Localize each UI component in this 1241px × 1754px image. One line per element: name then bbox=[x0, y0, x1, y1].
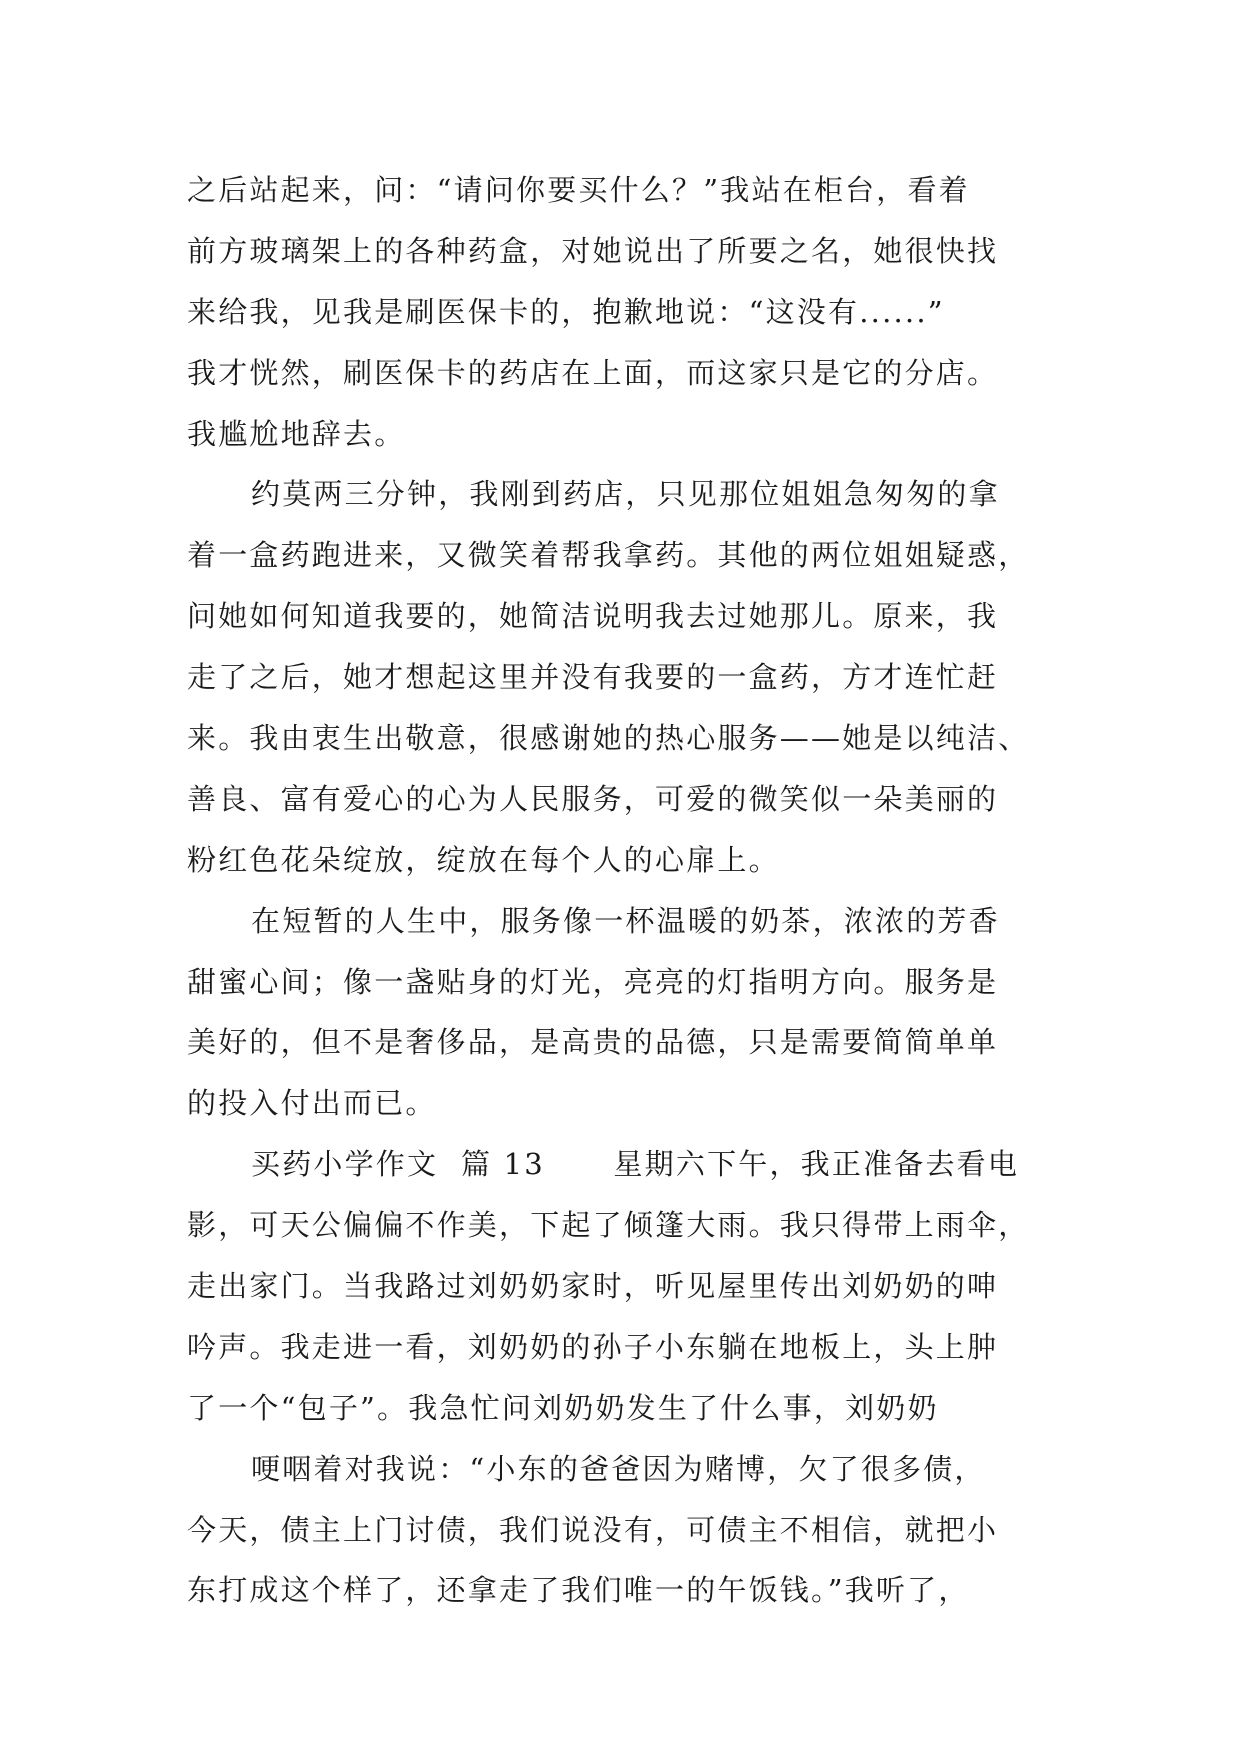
text-line: 问她如何知道我要的，她简洁说明我去过她那儿。原来，我 bbox=[187, 599, 999, 634]
text-line: 的投入付出而已。 bbox=[187, 1086, 437, 1121]
text-line: 今天，债主上门讨债，我们说没有，可债主不相信，就把小 bbox=[187, 1512, 999, 1547]
text-line: 粉红色花朵绽放，绽放在每个人的心扉上。 bbox=[187, 842, 780, 877]
text-line: 甜蜜心间；像一盏贴身的灯光，亮亮的灯指明方向。服务是 bbox=[187, 964, 999, 999]
text-line: 善良、富有爱心的心为人民服务，可爱的微笑似一朵美丽的 bbox=[187, 781, 999, 816]
text-line: 来给我，见我是刷医保卡的，抱歉地说：“这没有......” bbox=[187, 294, 945, 329]
text-line: 东打成这个样了，还拿走了我们唯一的午饭钱。”我听了， bbox=[187, 1573, 970, 1608]
paragraph-start-line: 在短暂的人生中，服务像一杯温暖的奶茶，浓浓的芳香 bbox=[251, 903, 1000, 938]
paragraph-start-line: 约莫两三分钟，我刚到药店，只见那位姐姐急匆匆的拿 bbox=[251, 477, 1000, 512]
text-line: 着一盒药跑进来，又微笑着帮我拿药。其他的两位姐姐疑惑， bbox=[187, 538, 1030, 573]
text-line: 走了之后，她才想起这里并没有我要的一盒药，方才连忙赶 bbox=[187, 660, 999, 695]
essay-text bbox=[187, 160, 1067, 1621]
text-line: 影，可天公偏偏不作美，下起了倾篷大雨。我只得带上雨伞， bbox=[187, 1208, 1030, 1243]
text-line: 了一个“包子”。我急忙问刘奶奶发生了什么事，刘奶奶 bbox=[187, 1390, 939, 1425]
text-line: 吟声。我走进一看，刘奶奶的孙子小东躺在地板上，头上肿 bbox=[187, 1329, 999, 1364]
text-line: 我才恍然，刷医保卡的药店在上面，而这家只是它的分店。 bbox=[187, 355, 999, 390]
text-line: 美好的，但不是奢侈品，是高贵的品德，只是需要简简单单 bbox=[187, 1025, 999, 1060]
text-line: 我尴尬地辞去。 bbox=[187, 416, 406, 451]
section-heading-line: 买药小学作文 篇 13 星期六下午，我正准备去看电 bbox=[251, 1147, 1020, 1182]
text-line: 走出家门。当我路过刘奶奶家时，听见屋里传出刘奶奶的呻 bbox=[187, 1269, 999, 1304]
paragraph-start-line: 哽咽着对我说：“小东的爸爸因为赌博，欠了很多债， bbox=[251, 1451, 986, 1486]
text-line: 来。我由衷生出敬意，很感谢她的热心服务——她是以纯洁、 bbox=[187, 721, 1030, 756]
text-line: 前方玻璃架上的各种药盒，对她说出了所要之名，她很快找 bbox=[187, 233, 999, 268]
text-line: 之后站起来，问：“请问你要买什么？”我站在柜台，看着 bbox=[187, 173, 970, 207]
